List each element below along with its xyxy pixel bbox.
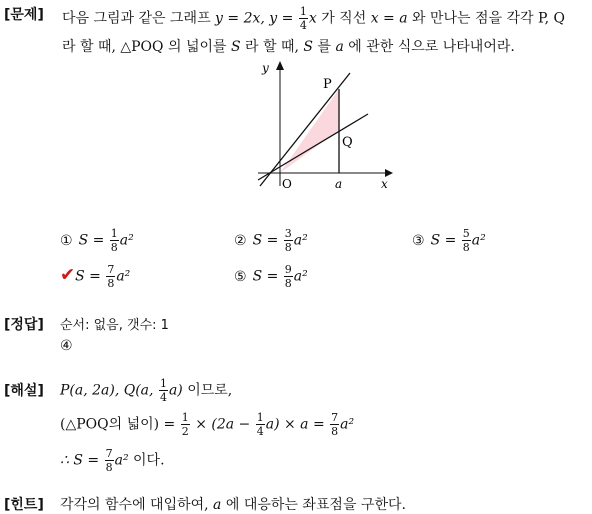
solution-eq: a² xyxy=(340,416,355,433)
fraction: $\frac{7}{8}$ xyxy=(331,411,339,438)
solution-eq: a) xyxy=(168,382,183,399)
solution-eq: ∴ S = xyxy=(60,452,100,469)
solution-line-3 xyxy=(60,448,165,473)
problem-text: 라 할 때, xyxy=(245,39,299,55)
var-S: S xyxy=(230,39,241,55)
choice-tail: a² xyxy=(293,268,308,285)
choice-3[interactable] xyxy=(412,228,486,253)
choice-tail: a² xyxy=(471,232,486,249)
problem-text: 다음 그림과 같은 그래프 xyxy=(62,10,211,27)
solution-label: [해설] xyxy=(4,383,44,399)
equation: y = 2x, y = xyxy=(215,10,294,27)
hint-text-part: 각각의 함수에 대입하여, xyxy=(60,497,209,513)
choice-number: ① xyxy=(60,232,73,249)
problem-text: 에 관한 식으로 나타내어라. xyxy=(348,39,515,55)
hint-text-part: 에 대응하는 좌표점을 구한다. xyxy=(225,497,406,513)
choice-4[interactable] xyxy=(60,264,130,289)
problem-label: [문제] xyxy=(4,7,44,23)
solution-text: 이므로, xyxy=(187,382,233,399)
fraction: $\frac{7}{8}$ xyxy=(107,263,115,290)
triangle-region xyxy=(280,89,339,173)
origin-label: O xyxy=(282,177,292,191)
fraction: $\frac{9}{8}$ xyxy=(284,263,292,290)
answer-info: 순서: 없음, 갯수: 1 xyxy=(60,318,169,333)
solution-eq: × (2a − xyxy=(195,416,251,433)
answer-value: ④ xyxy=(60,338,73,354)
answer-label: [정답] xyxy=(4,317,44,333)
hint-text xyxy=(60,494,406,514)
solution-eq: (△POQ의 넓이) = xyxy=(60,416,176,433)
graph-figure xyxy=(250,56,400,196)
problem-text: 를 xyxy=(317,39,331,55)
solution-eq: a² xyxy=(114,452,129,469)
choice-tail: a² xyxy=(293,232,308,249)
y-axis-arrow-icon xyxy=(276,61,284,70)
solution-eq: a) × a = xyxy=(265,416,325,433)
fraction: $\frac{1}{4}$ xyxy=(159,377,167,404)
solution-line-1 xyxy=(60,378,232,403)
solution-eq: P(a, 2a), Q(a, xyxy=(60,382,154,399)
choice-5[interactable] xyxy=(234,264,308,289)
choice-eq: S = xyxy=(252,268,279,285)
fraction: $\frac{7}{8}$ xyxy=(105,447,113,474)
choice-eq: S = xyxy=(430,232,457,249)
choice-tail: a² xyxy=(116,268,131,285)
equation: x = a xyxy=(370,10,408,27)
fraction: $\frac{1}{2}$ xyxy=(181,411,189,438)
var-a: a xyxy=(213,497,222,513)
problem-line-1 xyxy=(62,6,565,31)
point-q-label: Q xyxy=(342,135,353,150)
choice-eq: S = xyxy=(75,268,101,285)
choice-number: ⑤ xyxy=(234,268,247,285)
fraction: $\frac{5}{8}$ xyxy=(462,227,470,254)
y-label: y xyxy=(262,61,269,75)
x-axis-arrow-icon xyxy=(385,169,393,177)
fraction: $\frac{3}{8}$ xyxy=(284,227,292,254)
fraction: $\frac{1}{8}$ xyxy=(110,227,118,254)
choice-2[interactable] xyxy=(234,228,308,253)
x-label: x xyxy=(381,177,388,191)
var-S: S xyxy=(303,39,313,55)
a-label: a xyxy=(335,177,343,191)
fraction: $\frac{1}{4}$ xyxy=(256,411,264,438)
hint-label: [힌트] xyxy=(4,497,44,513)
problem-line-2 xyxy=(62,36,515,56)
fraction: $\frac{1}{4}$ xyxy=(299,5,307,32)
check-mark-icon: ✔ xyxy=(60,264,76,286)
choice-number: ③ xyxy=(412,232,425,249)
var-a: a xyxy=(335,39,344,55)
choice-eq: S = xyxy=(78,232,105,249)
problem-text: 가 직선 xyxy=(321,10,367,27)
choice-number: ② xyxy=(234,232,247,249)
problem-text: 와 만나는 점을 각각 P, Q xyxy=(412,10,565,27)
solution-line-2 xyxy=(60,412,354,437)
choice-1[interactable] xyxy=(60,228,134,253)
choice-tail: a² xyxy=(119,232,134,249)
choice-eq: S = xyxy=(252,232,279,249)
problem-text: 라 할 때, △POQ 의 넓이를 xyxy=(62,39,227,55)
equation-var: x xyxy=(308,10,317,27)
point-p-label: P xyxy=(323,77,332,92)
solution-text: 이다. xyxy=(133,452,165,469)
